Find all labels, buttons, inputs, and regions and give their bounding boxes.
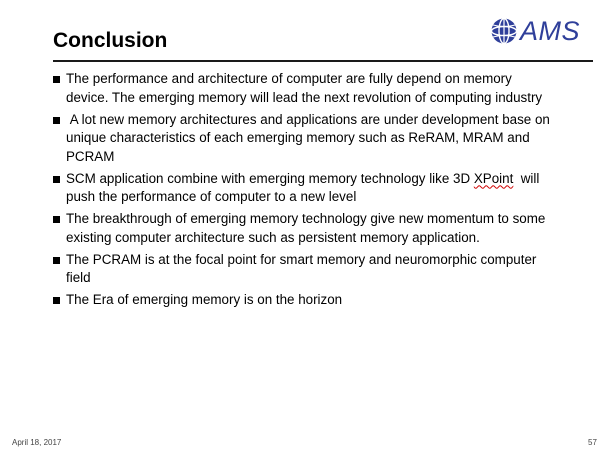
bullet-text: SCM application combine with emerging memory technology like 3D	[66, 170, 474, 186]
bullet-text: The performance and architecture of computer are fully depend on memory device. The emerging memory will lead the next revolution of computing industry	[66, 71, 543, 105]
bullet-item	[53, 111, 553, 167]
bullet-item	[53, 291, 553, 310]
square-bullet-icon	[53, 257, 60, 264]
bullet-text: The PCRAM is at the focal point for smart memory and neuromorphic computer field	[66, 251, 537, 285]
bullet-text: The breakthrough of emerging memory technology give new momentum to some existing computer architecture such as persistent memory application.	[66, 211, 546, 245]
spellcheck-flagged-word: XPoint	[473, 170, 514, 186]
bullet-item	[53, 251, 553, 288]
square-bullet-icon	[53, 76, 60, 83]
page-number: 57	[588, 438, 597, 447]
square-bullet-icon	[53, 176, 60, 183]
title-divider	[53, 60, 593, 62]
square-bullet-icon	[53, 117, 60, 124]
logo-text: AMS	[520, 16, 581, 46]
footer-date: April 18, 2017	[12, 438, 62, 447]
bullet-item	[53, 210, 553, 247]
slide-title: Conclusion	[53, 29, 168, 52]
square-bullet-icon	[53, 216, 60, 223]
ams-logo	[490, 14, 596, 50]
square-bullet-icon	[53, 297, 60, 304]
bullet-list	[53, 70, 553, 313]
bullet-text: A lot new memory architectures and applications are under development base on unique characteristics of each emerging memory such as ReRAM, MRAM and PCRAM	[66, 111, 554, 164]
globe-icon	[490, 17, 518, 45]
bullet-item	[53, 170, 553, 207]
bullet-item	[53, 70, 553, 107]
bullet-text: The Era of emerging memory is on the horizon	[66, 292, 343, 307]
bullet-text-continued: will push the performance of computer to a new level	[66, 170, 544, 204]
